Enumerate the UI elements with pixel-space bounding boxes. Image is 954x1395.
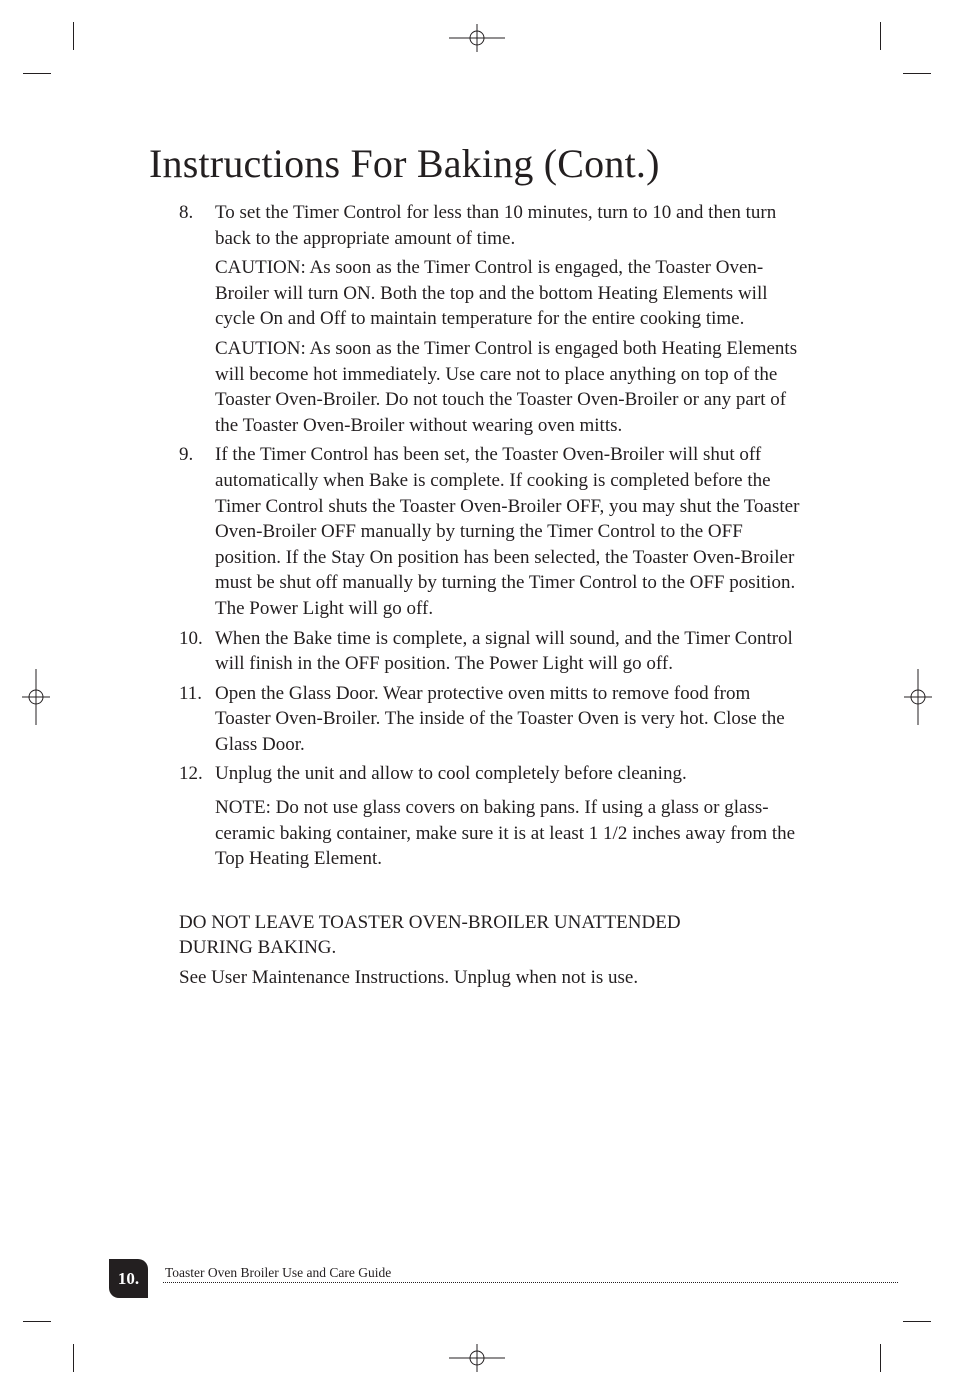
crop-mark-bottom-right-vertical — [880, 1344, 881, 1372]
registration-mark-left-icon — [6, 667, 66, 727]
page-number-badge: 10. — [109, 1259, 148, 1298]
list-item-text: Open the Glass Door. Wear protective oven mitts to remove food from Toaster Oven-Broiler. The inside of the Toaster Oven is very hot. Close the Glass Door. — [215, 682, 785, 755]
caution-paragraph: CAUTION: As soon as the Timer Control is engaged, the Toaster Oven-Broiler will turn ON. Both the top and the bottom Heating Elements will cycle On and Off to maintain temperature for the entire cooking time. — [215, 257, 768, 330]
registration-mark-bottom-icon — [447, 1328, 507, 1388]
list-item-number: 11. — [179, 682, 203, 704]
list-item-text: Unplug the unit and allow to cool completely before cleaning. — [215, 763, 687, 785]
list-item-text: To set the Timer Control for less than 10 minutes, turn to 10 and then turn back to the appropriate amount of time. — [215, 202, 777, 249]
maintenance-reference: See User Maintenance Instructions. Unplug when not is use. — [179, 967, 639, 989]
crop-mark-bottom-left-horizontal — [23, 1321, 51, 1322]
crop-mark-top-left-vertical — [73, 22, 74, 50]
footer-guide-title: Toaster Oven Broiler Use and Care Guide — [165, 1265, 392, 1280]
list-item-text: When the Bake time is complete, a signal will sound, and the Timer Control will finish in the OFF position. The Power Light will go off. — [215, 627, 793, 675]
crop-mark-top-right-horizontal — [903, 73, 931, 74]
note-paragraph: NOTE: Do not use glass covers on baking pans. If using a glass or glass-ceramic baking container, make sure it is at least 1 1/2 inches away from the Top Heating Element. — [215, 797, 796, 870]
list-item-12 — [179, 761, 809, 871]
list-item-number: 12. — [179, 763, 203, 785]
page-title: Instructions For Baking (Cont.) — [149, 141, 660, 186]
unattended-warning: DO NOT LEAVE TOASTER OVEN-BROILER UNATTENDED DURING BAKING. — [179, 911, 681, 959]
list-item-11 — [179, 681, 809, 758]
list-item-10 — [179, 626, 809, 677]
list-item-text: If the Timer Control has been set, the Toaster Oven-Broiler will shut off automatically when Bake is complete. If cooking is completed before the Timer Control shuts the Toaster Oven-Broiler OFF, you may shut the Toaster Oven-Broiler OFF manually by turning the Timer Control to the OFF position. If the Stay On position has been selected, the Toaster Oven-Broiler must be shut off manually by turning the Timer Control to the OFF position. The Power Light will go off. — [215, 444, 800, 619]
crop-mark-bottom-right-horizontal — [903, 1321, 931, 1322]
list-item-number: 10. — [179, 627, 203, 649]
instructions-list — [179, 200, 809, 991]
caution-paragraph: CAUTION: As soon as the Timer Control is engaged both Heating Elements will become hot immediately. Use care not to place anything on top of the Toaster Oven-Broiler. Do not touch the Toaster Oven-Broiler or any part of the Toaster Oven-Broiler without wearing oven mitts. — [215, 337, 798, 436]
list-item-8 — [179, 200, 809, 438]
registration-mark-right-icon — [888, 667, 948, 727]
list-item-9 — [179, 442, 809, 621]
list-item-number: 9. — [179, 444, 194, 466]
crop-mark-top-left-horizontal — [23, 73, 51, 74]
footer-dotted-rule — [163, 1282, 898, 1283]
list-item-number: 8. — [179, 202, 194, 223]
crop-mark-top-right-vertical — [880, 22, 881, 50]
registration-mark-top-icon — [447, 8, 507, 68]
crop-mark-bottom-left-vertical — [73, 1344, 74, 1372]
